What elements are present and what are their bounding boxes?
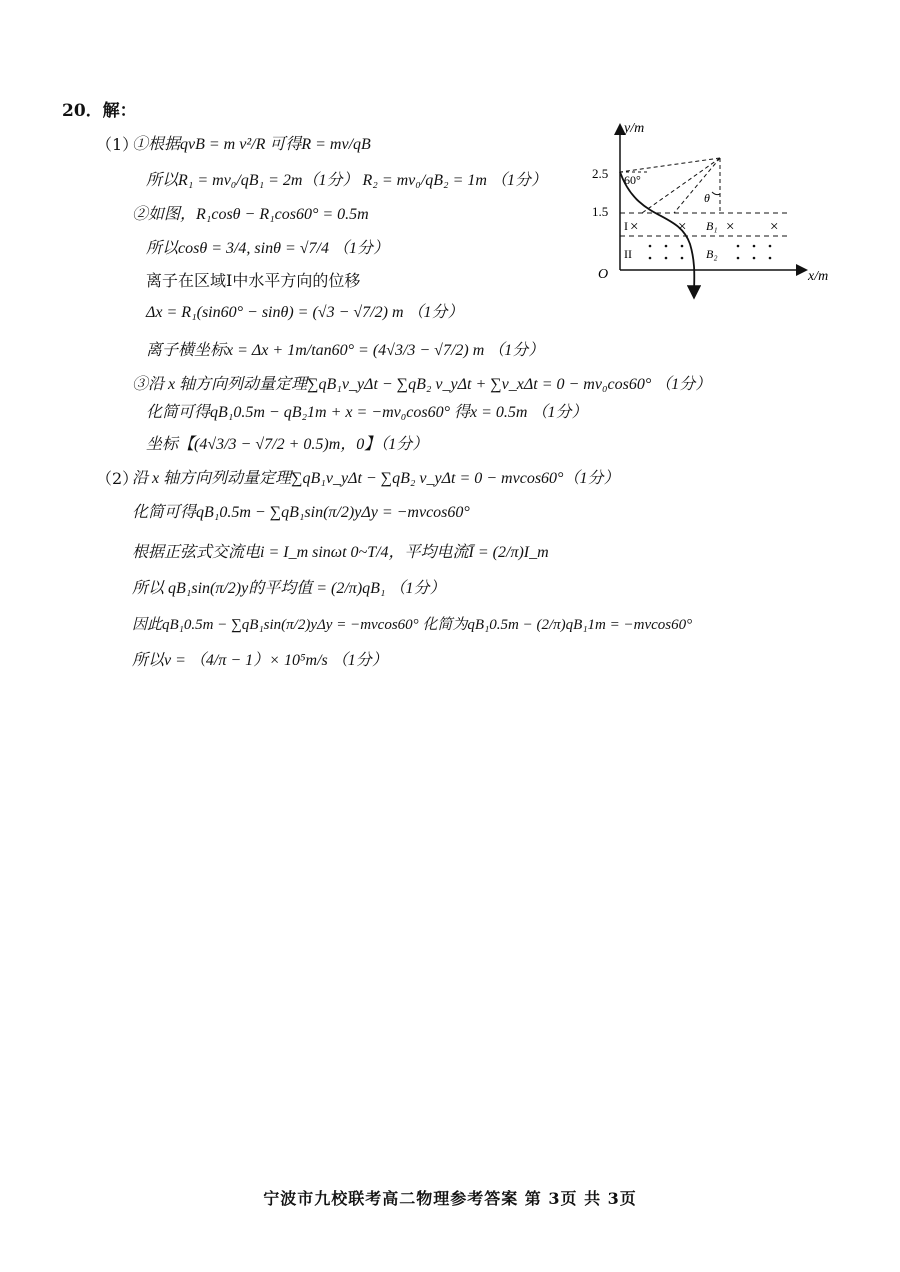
cross-mark-1: × bbox=[630, 219, 639, 235]
part2-line-3: 根据正弦式交流电i = I_m sinωt 0~T/4，平均电流Ī = (2/π)I_m bbox=[132, 544, 549, 561]
part1-line-10: 坐标【(4√3/3 − √7/2 + 0.5)m，0】（1分） bbox=[146, 436, 429, 453]
y-axis-label: y/m bbox=[624, 121, 645, 136]
theta-arc bbox=[712, 192, 720, 195]
part2-line-1: 沿 x 轴方向列动量定理∑qB₁v_yΔt − ∑qB₂ v_yΔt = 0 − mvcos60°（1分） bbox=[132, 470, 620, 487]
part2-line-6: 所以v = （4/π − 1）× 10⁵m/s （1分） bbox=[132, 652, 388, 669]
part2-line-5: 因此qB₁0.5m − ∑qB₁sin(π/2)yΔy = −mvcos60° 化简为qB₁0.5m − (2/π)qB₁1m = −mvcos60° bbox=[132, 617, 693, 633]
part2-line-2: 化简可得qB₁0.5m − ∑qB₁sin(π/2)yΔy = −mvcos60° bbox=[132, 504, 470, 521]
tick-label-lower: 1.5 bbox=[592, 204, 609, 219]
part2-label: （2） bbox=[96, 469, 139, 488]
page-footer: 宁波市九校联考高二物理参考答案 第 3页 共 3页 bbox=[263, 1189, 637, 1208]
part1-line-8: ③沿 x 轴方向列动量定理∑qB₁v_yΔt − ∑qB₂ v_yΔt + ∑v_xΔt = 0 − mv₀cos60° （1分） bbox=[132, 376, 712, 393]
tick-label-upper: 2.5 bbox=[592, 166, 609, 181]
region-1-label: I bbox=[624, 219, 628, 233]
problem-number: 20．解： bbox=[62, 101, 137, 121]
cross-mark-2: × bbox=[678, 219, 687, 235]
radius-line-3 bbox=[620, 158, 720, 172]
field-diagram bbox=[590, 112, 850, 312]
part1-line-1: ①根据qvB = m v²/R 可得R = mv/qB bbox=[132, 136, 371, 153]
angle-60-label: 60° bbox=[624, 173, 641, 187]
origin-label: O bbox=[598, 267, 609, 282]
part1-label: （1） bbox=[96, 135, 139, 154]
part1-line-6: Δx = R₁(sin60° − sinθ) = (√3 − √7/2) m （1分） bbox=[146, 304, 464, 321]
region-2-label: II bbox=[624, 247, 632, 261]
cross-mark-4: × bbox=[770, 219, 779, 235]
x-axis-label: x/m bbox=[808, 269, 829, 284]
part1-line-4: 所以cosθ = 3/4, sinθ = √7/4 （1分） bbox=[146, 240, 389, 257]
theta-label: θ bbox=[704, 191, 710, 205]
b1-label: B₁ bbox=[706, 219, 718, 233]
part1-line-7: 离子横坐标x = Δx + 1m/tan60° = (4√3/3 − √7/2) m （1分） bbox=[146, 342, 545, 359]
part1-line-3: ②如图，R₁cosθ − R₁cos60° = 0.5m bbox=[132, 206, 369, 223]
part1-line-9: 化简可得qB₁0.5m − qB₂1m + x = −mv₀cos60° 得x = 0.5m （1分） bbox=[146, 404, 588, 421]
radius-line-2 bbox=[674, 158, 720, 213]
part2-line-4: 所以 qB₁sin(π/2)y的平均值 = (2/π)qB₁ （1分） bbox=[132, 580, 446, 597]
cross-mark-3: × bbox=[726, 219, 735, 235]
b2-label: B₂ bbox=[706, 247, 718, 261]
part1-line-2: 所以R₁ = mv₀/qB₁ = 2m（1分） R₂ = mv₀/qB₂ = 1m （1分） bbox=[146, 172, 547, 189]
part1-line-5: 离子在区域I中水平方向的位移 bbox=[146, 271, 361, 290]
